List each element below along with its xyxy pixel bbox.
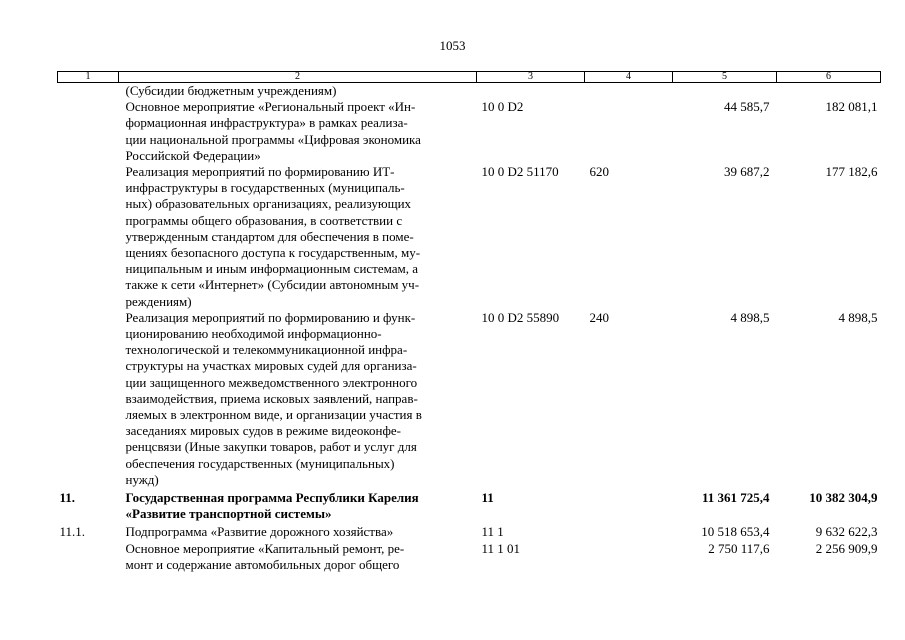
row-amount-col6: 182 081,1 — [825, 99, 878, 115]
row-name: Государственная программа Республики Карелия «Развитие транспортной системы» — [125, 490, 419, 522]
header-row — [58, 72, 881, 83]
row-amount-col5: 44 585,7 — [724, 99, 770, 115]
row-code: 10 0 D2 51170 — [481, 164, 559, 180]
row-number: 11.1. — [59, 524, 86, 540]
table-row — [58, 541, 881, 573]
row-amount-col5: 4 898,5 — [730, 309, 770, 325]
row-code: 11 — [481, 490, 494, 506]
table-row — [58, 522, 881, 540]
row-amount-col6: 177 182,6 — [825, 164, 878, 180]
table-row — [58, 164, 881, 310]
row-expense-type: 240 — [589, 309, 609, 325]
row-amount-col6: 10 382 304,9 — [809, 490, 878, 506]
row-amount-col5: 10 518 653,4 — [701, 524, 770, 540]
row-amount-col5: 2 750 117,6 — [708, 540, 770, 556]
row-code: 10 0 D2 55890 — [481, 309, 560, 325]
row-name: Реализация мероприятий по формированию ИТ- инфраструктуры в государственных (муниципаль- ных) образовательных организациях, реализующих программы общего образования, в соответствии с утвержденным стандартом для обеспечения в поме- щениях безопасного доступа к государственным, му- ниципальным и иным информационным системам, а также к сети «Интернет» (Субсидии автономным уч- реждениям) — [125, 164, 421, 309]
header-col-4: 4 — [585, 72, 673, 83]
table-row — [58, 99, 881, 164]
row-number — [58, 164, 119, 310]
row-amount-col5 — [673, 83, 777, 100]
row-amount-col5: 39 687,2 — [724, 164, 770, 180]
row-number — [58, 83, 119, 100]
row-expense-type — [585, 83, 673, 100]
row-number — [58, 310, 119, 488]
row-number — [58, 99, 119, 164]
row-amount-col6: 9 632 622,3 — [815, 524, 878, 540]
row-name: (Субсидии бюджетным учреждениям) — [125, 83, 337, 98]
row-amount-col6 — [777, 83, 881, 100]
table-row — [58, 488, 881, 522]
header-col-2: 2 — [119, 72, 477, 83]
row-expense-type — [585, 99, 673, 164]
header-col-6: 6 — [777, 72, 881, 83]
row-number — [58, 541, 119, 573]
row-name: Реализация мероприятий по формированию и функ- ционированию необходимой информационно- технологической и телекоммуникационной инфра- структуры на участках мировых судей для организа- ции защищенного межведомственного электронного взаимодействия, приема исковых заявлений, направ- ляемых в электронном виде, и организации участия в заседаниях мировых судов в режиме видеоконфе- ренцсвязи (Иные закупки товаров, работ и услуг для обеспечения государственных (муниципальных) нужд) — [125, 309, 422, 487]
row-expense-type — [585, 541, 673, 573]
row-code — [477, 83, 585, 100]
row-amount-col5: 11 361 725,4 — [701, 490, 770, 506]
table-row — [58, 310, 881, 488]
table-body — [58, 83, 881, 574]
header-col-5: 5 — [673, 72, 777, 83]
header-col-3: 3 — [477, 72, 585, 83]
page-number: 1053 — [439, 38, 466, 53]
row-expense-type — [585, 488, 673, 522]
row-expense-type: 620 — [589, 164, 609, 180]
row-code: 11 1 — [481, 524, 504, 540]
row-name: Основное мероприятие «Региональный проект «Ин- формационная инфраструктура» в рамках реализа- ции национальной программы «Цифровая экономика Российской Федерации» — [125, 99, 421, 163]
row-name: Основное мероприятие «Капитальный ремонт, ре- монт и содержание автомобильных дорог общего — [125, 540, 405, 572]
row-number: 11. — [59, 490, 76, 506]
row-amount-col6: 4 898,5 — [838, 309, 878, 325]
header-col-1: 1 — [58, 72, 119, 83]
row-expense-type — [585, 522, 673, 540]
row-code: 10 0 D2 — [481, 99, 524, 115]
table-row — [58, 83, 881, 100]
row-code: 11 1 01 — [481, 540, 521, 556]
budget-table — [57, 71, 881, 573]
row-amount-col6: 2 256 909,9 — [815, 540, 878, 556]
row-name: Подпрограмма «Развитие дорожного хозяйства» — [125, 524, 394, 540]
